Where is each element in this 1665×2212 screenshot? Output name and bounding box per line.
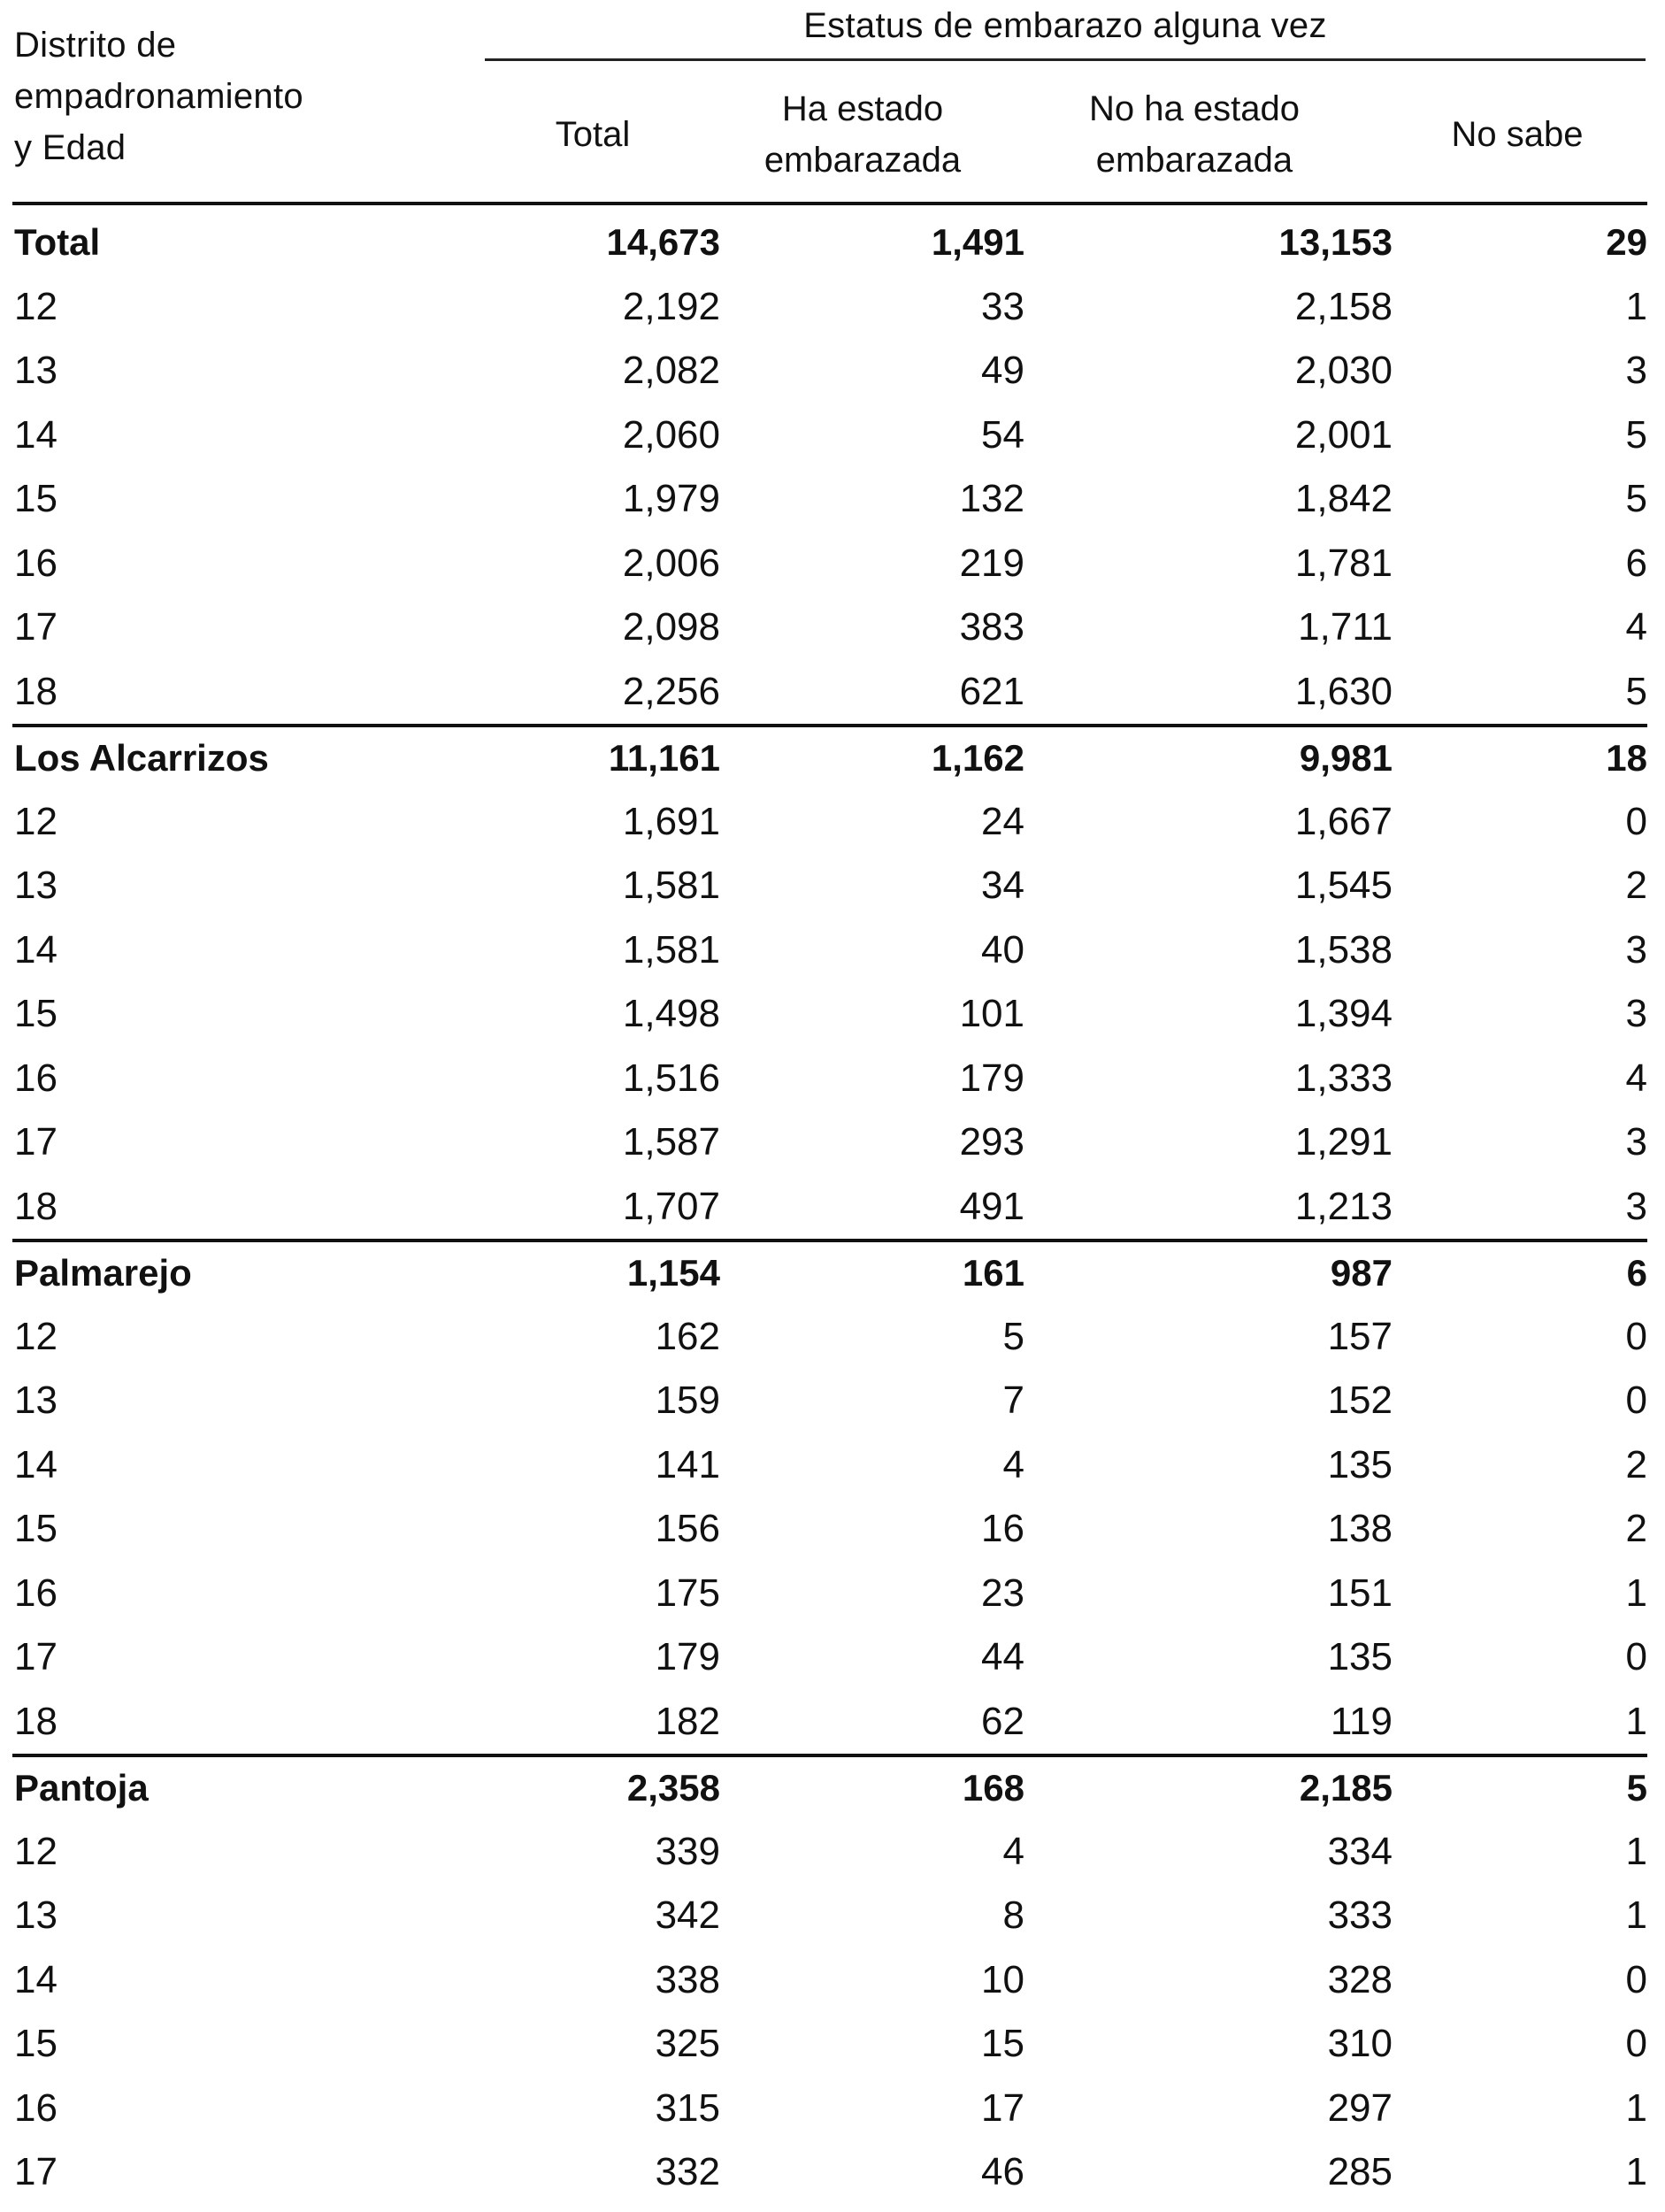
cell-total: 2,082 xyxy=(622,349,720,392)
age-label: 12 xyxy=(14,1829,58,1873)
table-row xyxy=(12,532,1647,596)
age-label: 14 xyxy=(14,1957,58,2001)
cell-total: 141 xyxy=(655,1442,720,1486)
section-cell-no-ha-estado: 13,153 xyxy=(1278,221,1393,263)
table-row xyxy=(12,1047,1647,1111)
section-cell-no-sabe: 6 xyxy=(1626,1252,1647,1294)
cell-total: 182 xyxy=(655,1699,720,1743)
cell-no-sabe: 1 xyxy=(1625,284,1647,328)
cell-no-ha-estado: 1,291 xyxy=(1294,1120,1393,1164)
cell-no-sabe: 2 xyxy=(1625,864,1647,907)
table-row xyxy=(12,1110,1647,1175)
cell-ha-estado: 15 xyxy=(981,2022,1024,2065)
column-header-line: embarazada xyxy=(1095,141,1293,180)
age-label: 13 xyxy=(14,349,58,392)
table-row xyxy=(12,1948,1647,2013)
cell-no-ha-estado: 328 xyxy=(1327,1957,1393,2001)
cell-no-sabe: 1 xyxy=(1625,1571,1647,1615)
column-header-total xyxy=(504,81,681,188)
cell-total: 339 xyxy=(655,1829,720,1873)
cell-no-sabe: 2 xyxy=(1625,1442,1647,1486)
cell-no-ha-estado: 1,842 xyxy=(1294,477,1393,520)
cell-ha-estado: 101 xyxy=(959,992,1024,1035)
cell-ha-estado: 34 xyxy=(981,864,1024,907)
cell-total: 338 xyxy=(655,1957,720,2001)
cell-ha-estado: 44 xyxy=(981,1635,1024,1678)
cell-no-ha-estado: 1,213 xyxy=(1294,1184,1393,1228)
stub-header-line: y Edad xyxy=(14,128,127,167)
cell-ha-estado: 179 xyxy=(959,1056,1024,1100)
section-label: Los Alcarrizos xyxy=(14,737,269,779)
cell-no-ha-estado: 138 xyxy=(1327,1507,1393,1550)
cell-ha-estado: 4 xyxy=(1002,1829,1024,1873)
stub-header-line: empadronamiento xyxy=(14,77,303,116)
group-header-rule xyxy=(485,58,1646,61)
section-label: Palmarejo xyxy=(14,1252,192,1294)
cell-ha-estado: 62 xyxy=(981,1699,1024,1743)
section-cell-no-ha-estado: 987 xyxy=(1330,1252,1393,1294)
cell-total: 159 xyxy=(655,1379,720,1422)
cell-total: 315 xyxy=(655,2085,720,2130)
column-header-line: No ha estado xyxy=(1089,89,1300,128)
cell-no-sabe: 5 xyxy=(1625,669,1647,713)
table-row xyxy=(12,467,1647,532)
cell-ha-estado: 33 xyxy=(981,284,1024,328)
group-header: Estatus de embarazo alguna vez xyxy=(803,6,1327,45)
cell-no-ha-estado: 151 xyxy=(1327,1571,1393,1615)
cell-total: 1,581 xyxy=(622,927,720,972)
cell-ha-estado: 16 xyxy=(981,1507,1024,1550)
column-header-no-sabe xyxy=(1407,81,1628,188)
age-label: 17 xyxy=(14,1635,58,1678)
cell-ha-estado: 293 xyxy=(959,1120,1024,1164)
cell-no-sabe: 2 xyxy=(1625,1507,1647,1550)
cell-ha-estado: 23 xyxy=(981,1571,1024,1615)
cell-ha-estado: 10 xyxy=(981,1957,1024,2001)
age-label: 12 xyxy=(14,284,58,328)
age-label: 18 xyxy=(14,669,58,713)
table-row xyxy=(12,1884,1647,1948)
table-row xyxy=(12,1305,1647,1370)
cell-no-sabe: 4 xyxy=(1625,1056,1647,1100)
cell-no-ha-estado: 1,630 xyxy=(1294,669,1393,713)
column-header-no-ha-estado xyxy=(1044,81,1345,188)
section-cell-no-sabe: 5 xyxy=(1626,1767,1647,1809)
table-row xyxy=(12,1433,1647,1498)
table-row xyxy=(12,2012,1647,2077)
section-cell-no-ha-estado: 2,185 xyxy=(1299,1767,1393,1809)
section-label: Pantoja xyxy=(14,1767,149,1809)
age-label: 14 xyxy=(14,1442,58,1486)
cell-total: 2,006 xyxy=(622,541,720,585)
cell-no-ha-estado: 2,158 xyxy=(1294,284,1393,328)
header-bottom-rule xyxy=(12,202,1647,205)
cell-no-sabe: 5 xyxy=(1625,412,1647,457)
cell-no-ha-estado: 334 xyxy=(1327,1829,1393,1873)
table-row xyxy=(12,790,1647,855)
table-row xyxy=(12,660,1647,725)
stub-header-line: Distrito de xyxy=(14,26,177,65)
cell-ha-estado: 40 xyxy=(981,927,1024,972)
age-label: 14 xyxy=(14,927,58,972)
table-row xyxy=(12,339,1647,403)
cell-no-sabe: 0 xyxy=(1625,1379,1647,1422)
cell-ha-estado: 8 xyxy=(1002,1893,1024,1937)
cell-no-sabe: 0 xyxy=(1625,1314,1647,1358)
section-row xyxy=(12,724,1647,790)
table-row xyxy=(12,982,1647,1047)
table-row xyxy=(12,1369,1647,1433)
cell-ha-estado: 7 xyxy=(1002,1379,1024,1422)
section-cell-ha-estado: 161 xyxy=(962,1252,1024,1294)
cell-no-ha-estado: 1,333 xyxy=(1294,1056,1393,1100)
cell-total: 2,256 xyxy=(622,669,720,713)
cell-total: 1,707 xyxy=(622,1184,720,1228)
cell-total: 1,516 xyxy=(622,1056,720,1100)
table-row xyxy=(12,403,1647,468)
cell-no-ha-estado: 1,538 xyxy=(1294,927,1393,972)
cell-total: 1,498 xyxy=(622,992,720,1035)
cell-no-sabe: 3 xyxy=(1625,927,1647,972)
age-label: 13 xyxy=(14,864,58,907)
section-row xyxy=(12,1239,1647,1305)
cell-total: 1,581 xyxy=(622,864,720,907)
cell-no-sabe: 0 xyxy=(1625,2022,1647,2065)
cell-no-sabe: 1 xyxy=(1625,1699,1647,1743)
cell-no-sabe: 3 xyxy=(1625,1120,1647,1164)
column-header-ha-estado xyxy=(717,81,1009,188)
cell-no-sabe: 3 xyxy=(1625,1184,1647,1228)
cell-total: 2,192 xyxy=(622,284,720,328)
age-label: 16 xyxy=(14,541,58,585)
table-row xyxy=(12,1690,1647,1755)
column-header-line: embarazada xyxy=(763,141,962,180)
section-cell-ha-estado: 168 xyxy=(962,1767,1024,1809)
cell-no-ha-estado: 333 xyxy=(1327,1893,1393,1937)
cell-no-sabe: 3 xyxy=(1625,349,1647,392)
section-row xyxy=(12,211,1647,275)
section-cell-ha-estado: 1,491 xyxy=(931,221,1024,263)
age-label: 17 xyxy=(14,1120,58,1164)
cell-ha-estado: 383 xyxy=(959,605,1024,649)
cell-no-ha-estado: 119 xyxy=(1330,1699,1393,1743)
age-label: 14 xyxy=(14,412,58,457)
cell-no-ha-estado: 297 xyxy=(1327,2085,1393,2130)
cell-total: 156 xyxy=(655,1507,720,1550)
cell-ha-estado: 54 xyxy=(981,412,1024,457)
column-header-line: Total xyxy=(555,115,631,154)
age-label: 15 xyxy=(14,992,58,1035)
cell-no-ha-estado: 1,667 xyxy=(1294,799,1393,843)
cell-total: 1,587 xyxy=(622,1120,720,1164)
table-row xyxy=(12,1625,1647,1690)
cell-total: 1,691 xyxy=(622,799,720,843)
table-row xyxy=(12,1820,1647,1885)
cell-ha-estado: 46 xyxy=(981,2150,1024,2193)
section-label: Total xyxy=(14,221,101,263)
cell-no-ha-estado: 152 xyxy=(1327,1379,1393,1422)
cell-ha-estado: 491 xyxy=(959,1184,1024,1228)
table-row xyxy=(12,275,1647,340)
cell-no-sabe: 1 xyxy=(1625,1893,1647,1937)
cell-no-ha-estado: 1,711 xyxy=(1298,605,1393,649)
table-row xyxy=(12,918,1647,983)
cell-no-ha-estado: 1,781 xyxy=(1294,541,1393,585)
cell-ha-estado: 24 xyxy=(981,799,1024,843)
section-cell-total: 1,154 xyxy=(626,1252,720,1294)
section-cell-ha-estado: 1,162 xyxy=(931,737,1024,779)
section-cell-total: 11,161 xyxy=(608,737,720,779)
cell-no-sabe: 6 xyxy=(1625,541,1647,585)
cell-total: 332 xyxy=(655,2150,720,2193)
cell-no-sabe: 4 xyxy=(1625,605,1647,649)
cell-ha-estado: 49 xyxy=(981,349,1024,392)
table-row xyxy=(12,2077,1647,2141)
cell-total: 2,060 xyxy=(622,412,720,457)
section-cell-no-sabe: 29 xyxy=(1606,221,1647,263)
age-label: 15 xyxy=(14,477,58,520)
table-row xyxy=(12,1562,1647,1626)
age-label: 13 xyxy=(14,1379,58,1422)
section-cell-no-sabe: 18 xyxy=(1606,737,1647,779)
cell-ha-estado: 621 xyxy=(959,669,1024,713)
cell-total: 179 xyxy=(655,1635,720,1678)
age-label: 18 xyxy=(14,1699,58,1743)
cell-no-sabe: 1 xyxy=(1625,1829,1647,1873)
column-header-line: Ha estado xyxy=(781,89,944,128)
age-label: 16 xyxy=(14,2085,58,2130)
cell-ha-estado: 4 xyxy=(1002,1442,1024,1486)
column-header-line: No sabe xyxy=(1451,115,1584,154)
section-row xyxy=(12,1754,1647,1820)
cell-total: 342 xyxy=(655,1893,720,1937)
cell-total: 1,979 xyxy=(622,477,720,520)
cell-total: 325 xyxy=(655,2022,720,2065)
age-label: 15 xyxy=(14,2022,58,2065)
table-row xyxy=(12,2140,1647,2205)
age-label: 12 xyxy=(14,1314,58,1358)
age-label: 13 xyxy=(14,1893,58,1937)
table-row xyxy=(12,1497,1647,1562)
section-cell-no-ha-estado: 9,981 xyxy=(1299,737,1393,779)
cell-no-sabe: 5 xyxy=(1625,477,1647,520)
cell-no-ha-estado: 135 xyxy=(1327,1442,1393,1486)
cell-ha-estado: 219 xyxy=(959,541,1024,585)
stub-header xyxy=(14,19,403,173)
age-label: 12 xyxy=(14,799,58,843)
cell-ha-estado: 132 xyxy=(959,477,1024,520)
cell-no-ha-estado: 2,001 xyxy=(1294,412,1393,457)
cell-no-sabe: 0 xyxy=(1625,799,1647,843)
cell-no-ha-estado: 1,545 xyxy=(1294,864,1393,907)
cell-no-ha-estado: 285 xyxy=(1327,2150,1393,2193)
cell-total: 175 xyxy=(655,1571,720,1615)
cell-no-ha-estado: 135 xyxy=(1327,1635,1393,1678)
cell-no-ha-estado: 310 xyxy=(1327,2022,1393,2065)
age-label: 17 xyxy=(14,2150,58,2193)
table-row xyxy=(12,1175,1647,1240)
cell-no-ha-estado: 157 xyxy=(1327,1314,1393,1358)
cell-no-sabe: 0 xyxy=(1625,1635,1647,1678)
cell-total: 2,098 xyxy=(622,605,720,649)
age-label: 16 xyxy=(14,1056,58,1100)
cell-no-sabe: 3 xyxy=(1625,992,1647,1035)
table-body xyxy=(12,211,1647,2205)
section-cell-total: 14,673 xyxy=(606,221,720,263)
cell-ha-estado: 5 xyxy=(1002,1314,1024,1358)
age-label: 16 xyxy=(14,1571,58,1615)
age-label: 17 xyxy=(14,605,58,649)
table-row xyxy=(12,595,1647,660)
cell-no-ha-estado: 1,394 xyxy=(1294,992,1393,1035)
cell-no-sabe: 1 xyxy=(1625,2150,1647,2193)
age-label: 18 xyxy=(14,1184,58,1228)
cell-no-sabe: 1 xyxy=(1625,2085,1647,2130)
table-row xyxy=(12,854,1647,918)
cell-no-ha-estado: 2,030 xyxy=(1294,349,1393,392)
cell-ha-estado: 17 xyxy=(981,2085,1024,2130)
age-label: 15 xyxy=(14,1507,58,1550)
section-cell-total: 2,358 xyxy=(626,1767,720,1809)
cell-total: 162 xyxy=(655,1314,720,1358)
cell-no-sabe: 0 xyxy=(1625,1957,1647,2001)
